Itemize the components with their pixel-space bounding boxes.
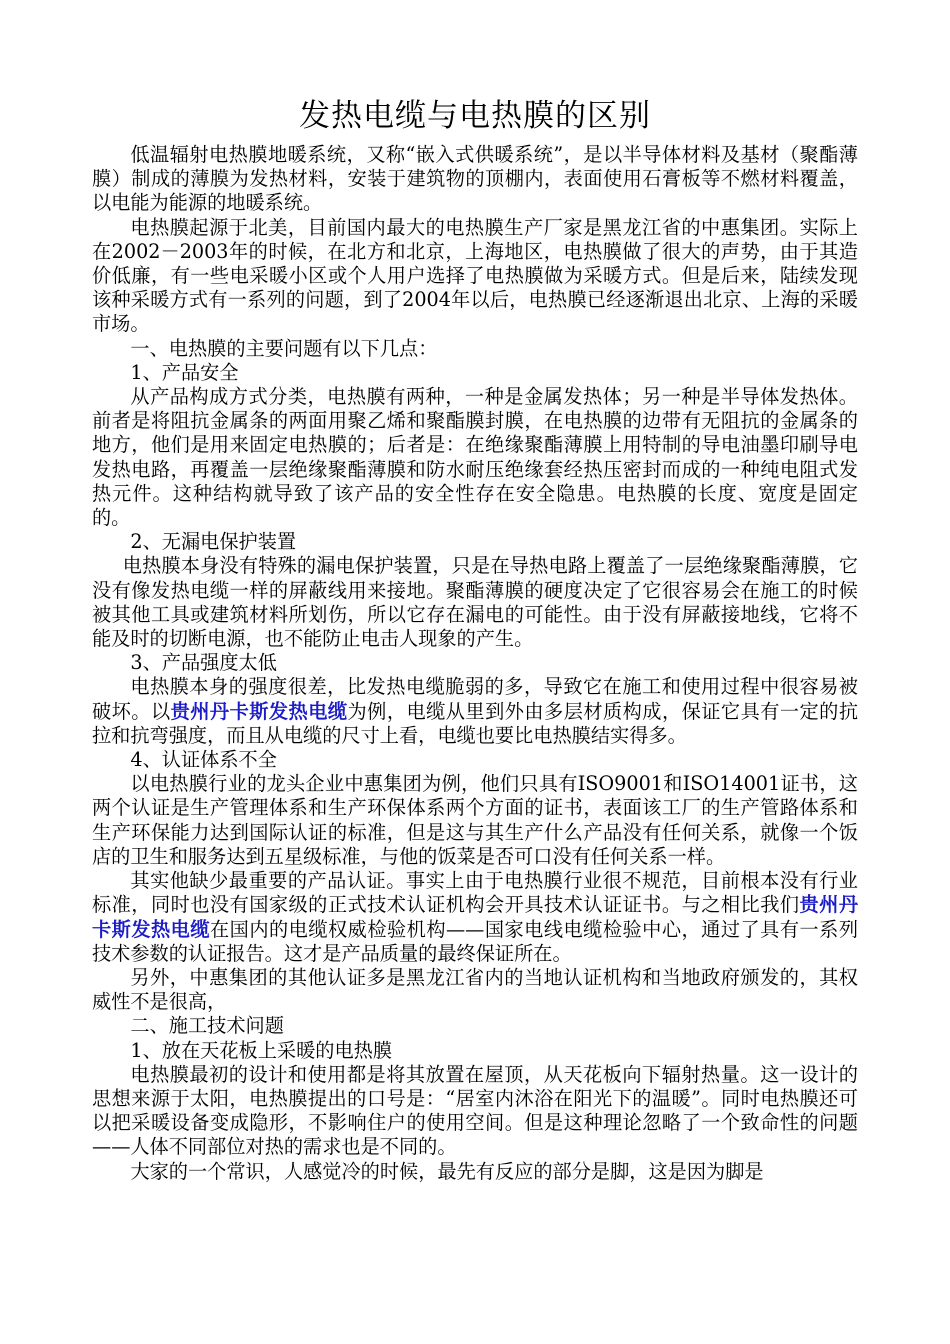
paragraph-common-sense: 大家的一个常识，人感觉冷的时候，最先有反应的部分是脚，这是因为脚是 [130,1159,764,1183]
paragraph-other-certs: 另外，中惠集团的其他认证多是黑龙江省内的当地认证机构和当地政府颁发的，其权威性不是很高， [92,965,858,1014]
subheading-no-leakage-protection: 2、无漏电保护装置 [130,530,297,554]
paragraph-ceiling: 电热膜最初的设计和使用都是将其放置在屋顶，从天花板向下辐射热量。这一设计的思想来源于太阳，电热膜提出的口号是：“居室内沐浴在阳光下的温暖”。同时电热膜还可以把采暖设备变成隐形，不影响住户的使用空间。但是这种理论忽略了一个致命性的问题——人体不同部位对热的需求也是不同的。 [92,1062,858,1159]
paragraph-origin: 电热膜起源于北美，目前国内最大的电热膜生产厂家是黑龙江省的中惠集团。实际上在2002－2003年的时候，在北方和北京，上海地区，电热膜做了很大的声势，由于其造价低廉，有一些电采暖小区或个人用户选择了电热膜做为采暖方式。但是后来，陆续发现该种采暖方式有一系列的问题，到了2004年以后，电热膜已经逐渐退出北京、上海的采暖市场。 [92,215,858,336]
product-link[interactable]: 贵州丹卡斯发热电缆 [170,699,348,723]
paragraph-product-certification [92,869,858,966]
paragraph-no-leakage-protection: 电热膜本身没有特殊的漏电保护装置，只是在导热电路上覆盖了一层绝缘聚酯薄膜，它没有像发热电缆一样的屏蔽线用来接地。聚酯薄膜的硬度决定了它很容易会在施工的时候被其他工具或建筑材料所划伤，所以它存在漏电的可能性。由于没有屏蔽接地线，它将不能及时的切断电源，也不能防止电击人现象的产生。 [92,554,858,651]
text-segment: 为例，电缆从里到外由多层材质构成，保证它具有一定的抗拉和抗弯强度，而且从电缆的尺寸上看，电缆也要比电热膜结实得多。 [92,699,859,747]
document-title: 发热电缆与电热膜的区别 [299,98,651,134]
heading-construction: 二、施工技术问题 [130,1014,284,1038]
subheading-ceiling: 1、放在天花板上采暖的电热膜 [130,1038,393,1062]
heading-problems: 一、电热膜的主要问题有以下几点： [130,336,438,360]
paragraph-low-strength [92,675,858,748]
subheading-product-safety: 1、产品安全 [130,360,239,384]
text-segment: 其实他缺少最重要的产品认证。事实上由于电热膜行业很不规范，目前根本没有行业标准，同时也没有国家级的正式技术认证机构会开具技术认证证书。与之相比我们 [92,869,858,917]
document-body [92,143,858,1184]
paragraph-intro: 低温辐射电热膜地暖系统，又称“嵌入式供暖系统”，是以半导体材料及基材（聚酯薄膜）制成的薄膜为发热材料，安装于建筑物的顶棚内，表面使用石膏板等不燃材料覆盖，以电能为能源的地暖系统。 [92,143,858,215]
text-segment: 在国内的电缆权威检验机构——国家电线电缆检验中心，通过了具有一系列技术参数的认证报告。这才是产品质量的最终保证所在。 [92,917,859,965]
paragraph-product-safety: 从产品构成方式分类，电热膜有两种，一种是金属发热体；另一种是半导体发热体。前者是将阻抗金属条的两面用聚乙烯和聚酯膜封膜，在电热膜的边带有无阻抗的金属条的地方，他们是用来固定电热膜的；后者是：在绝缘聚酯薄膜上用特制的导电油墨印刷导电发热电路，再覆盖一层绝缘聚酯薄膜和防水耐压绝缘套经热压密封而成的一种纯电阻式发热元件。这种结构就导致了该产品的安全性存在安全隐患。电热膜的长度、宽度是固定的。 [92,385,858,530]
subheading-low-strength: 3、产品强度太低 [130,651,277,675]
text-segment: 电热膜本身的强度很差，比发热电缆脆弱的多，导致它在施工和使用过程中很容易被破坏。以 [92,675,858,723]
subheading-certification: 4、认证体系不全 [130,748,277,772]
product-link[interactable]: 贵州丹卡斯发热电缆 [92,893,859,941]
paragraph-certification: 以电热膜行业的龙头企业中惠集团为例，他们只具有ISO9001和ISO14001证书，这两个认证是生产管理体系和生产环保体系两个方面的证书，表面该工厂的生产管路体系和生产环保能力达到国际认证的标准，但是这与其生产什么产品没有任何关系，就像一个饭店的卫生和服务达到五星级标准，与他的饭菜是否可口没有任何关系一样。 [92,772,858,868]
